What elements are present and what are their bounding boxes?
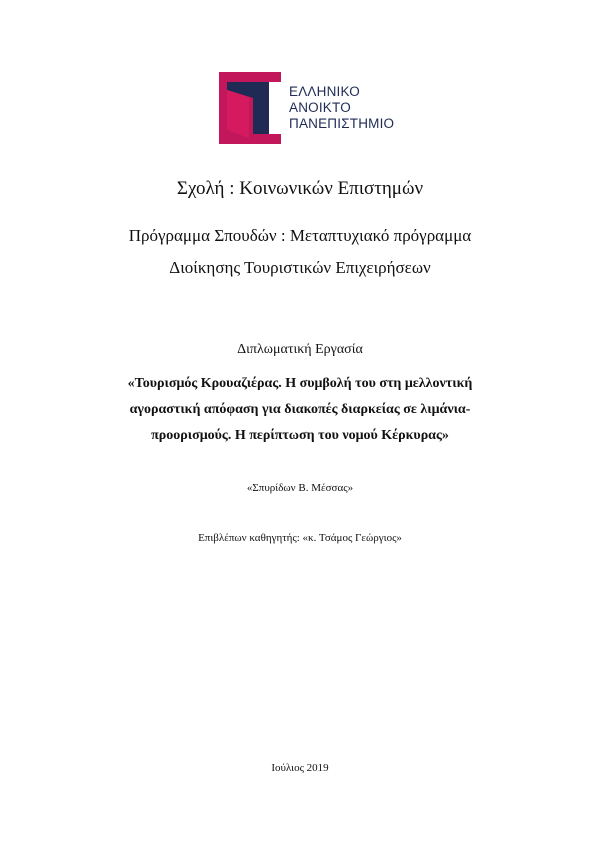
logo-wordmark — [289, 84, 394, 132]
thesis-title-line-3: προορισμούς. Η περίπτωση του νομού Κέρκυρας» — [151, 428, 449, 443]
logo-line-1: ΕΛΛΗΝΙΚΟ — [289, 84, 360, 99]
supervisor-line: Επιβλέπων καθηγητής: «κ. Τσάμος Γεώργιος» — [198, 532, 402, 544]
thesis-title-line-1: «Τουρισμός Κρουαζιέρας. Η συμβολή του στη μελλοντική — [127, 376, 473, 391]
thesis-title — [0, 371, 600, 449]
submission-date: Ιούλιος 2019 — [271, 762, 329, 774]
program-line-1: Πρόγραμμα Σπουδών : Μεταπτυχιακό πρόγραμμα — [128, 226, 472, 245]
thesis-label: Διπλωματική Εργασία — [237, 342, 363, 357]
logo-emblem-icon — [219, 72, 281, 144]
author-name: «Σπυρίδων Β. Μέσσας» — [246, 482, 354, 494]
program-line-2: Διοίκησης Τουριστικών Επιχειρήσεων — [169, 258, 431, 277]
thesis-title-line-2: αγοραστική απόφαση για διακοπές διαρκείας σε λιμάνια- — [129, 402, 471, 417]
program-heading — [0, 220, 600, 284]
logo-line-3: ΠΑΝΕΠΙΣΤΗΜΙΟ — [289, 116, 395, 131]
school-heading: Σχολή : Κοινωνικών Επιστημών — [176, 178, 424, 199]
university-logo — [219, 72, 409, 144]
logo-line-2: ΑΝΟΙΚΤΟ — [289, 100, 351, 115]
